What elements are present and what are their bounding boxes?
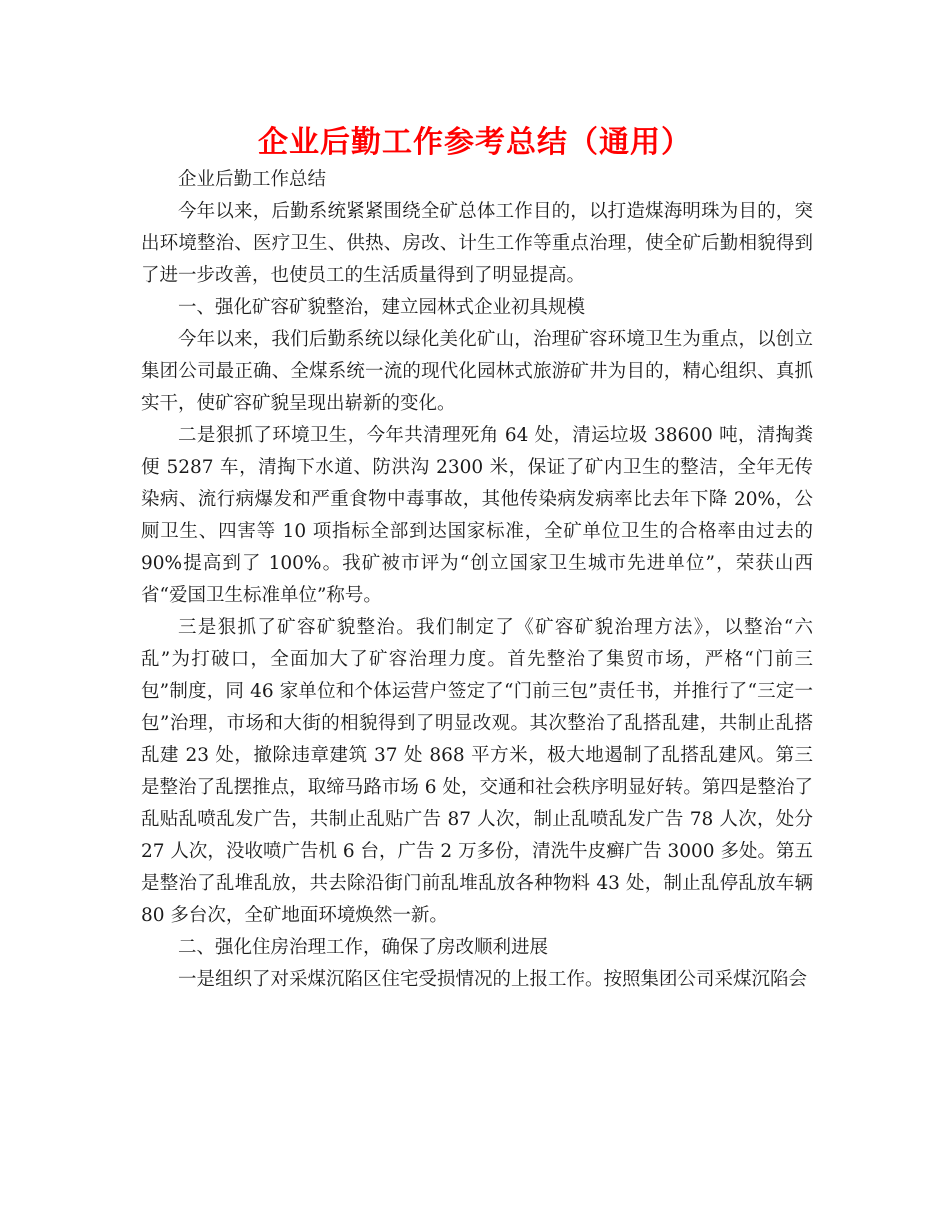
paragraph-subtitle: 企业后勤工作总结 bbox=[178, 169, 327, 190]
section-heading-2: 二、强化住房治理工作，确保了房改顺利进展 bbox=[178, 937, 549, 958]
section-heading-1: 一、强化矿容矿貌整治，建立园林式企业初具规模 bbox=[178, 297, 586, 318]
paragraph-environmental-hygiene: 二是狠抓了环境卫生，今年共清理死角 64 处，清运垃圾 38600 吨，清掏粪便 5287 车，清掏下水道、防洪沟 2300 米，保证了矿内卫生的整洁，全年无传染病、流行病爆发和严重食物中毒事故，其他传染病发病率比去年下降 20%，公厕卫生、四害等 10 项指标全部到达国家标准，全矿单位卫生的合格率由过去的 90%提高到了 100%。我矿被市评为“创立国家卫生城市先进单位”，荣获山西省“爱国卫生标准单位”称号。 bbox=[141, 425, 813, 606]
document-body bbox=[141, 164, 813, 996]
paragraph-intro: 今年以来，后勤系统紧紧围绕全矿总体工作目的，以打造煤海明珠为目的，突出环境整治、医疗卫生、供热、房改、计生工作等重点治理，使全矿后勤相貌得到了进一步改善，也使员工的生活质量得到了明显提高。 bbox=[141, 201, 813, 286]
paragraph-mine-appearance: 三是狠抓了矿容矿貌整治。我们制定了《矿容矿貌治理方法》，以整治“六乱”为打破口，全面加大了矿容治理力度。首先整治了集贸市场，严格“门前三包”制度，同 46 家单位和个体运营户签定了“门前三包”责任书，并推行了“三定一包”治理，市场和大街的相貌得到了明显改观。其次整治了乱搭乱建，共制止乱搭乱建 23 处，撤除违章建筑 37 处 868 平方米，极大地遏制了乱搭乱建风。第三是整治了乱摆推点，取缔马路市场 6 处，交通和社会秩序明显好转。第四是整治了乱贴乱喷乱发广告，共制止乱贴广告 87 人次，制止乱喷乱发广告 78 人次，处分 27 人次，没收喷广告机 6 台，广告 2 万多份，清洗牛皮癣广告 3000 多处。第五是整治了乱堆乱放，共去除沿街门前乱堆乱放各种物料 43 处，制止乱停乱放车辆 80 多台次，全矿地面环境焕然一新。 bbox=[141, 617, 813, 926]
paragraph-section-1-overview: 今年以来，我们后勤系统以绿化美化矿山，治理矿容环境卫生为重点，以创立集团公司最正确、全煤系统一流的现代化园林式旅游矿井为目的，精心组织、真抓实干，使矿容矿貌呈现出崭新的变化。 bbox=[141, 329, 813, 414]
paragraph-housing-report: 一是组织了对采煤沉陷区住宅受损情况的上报工作。按照集团公司采煤沉陷会 bbox=[178, 969, 808, 990]
document-title: 企业后勤工作参考总结（通用） bbox=[258, 125, 692, 160]
